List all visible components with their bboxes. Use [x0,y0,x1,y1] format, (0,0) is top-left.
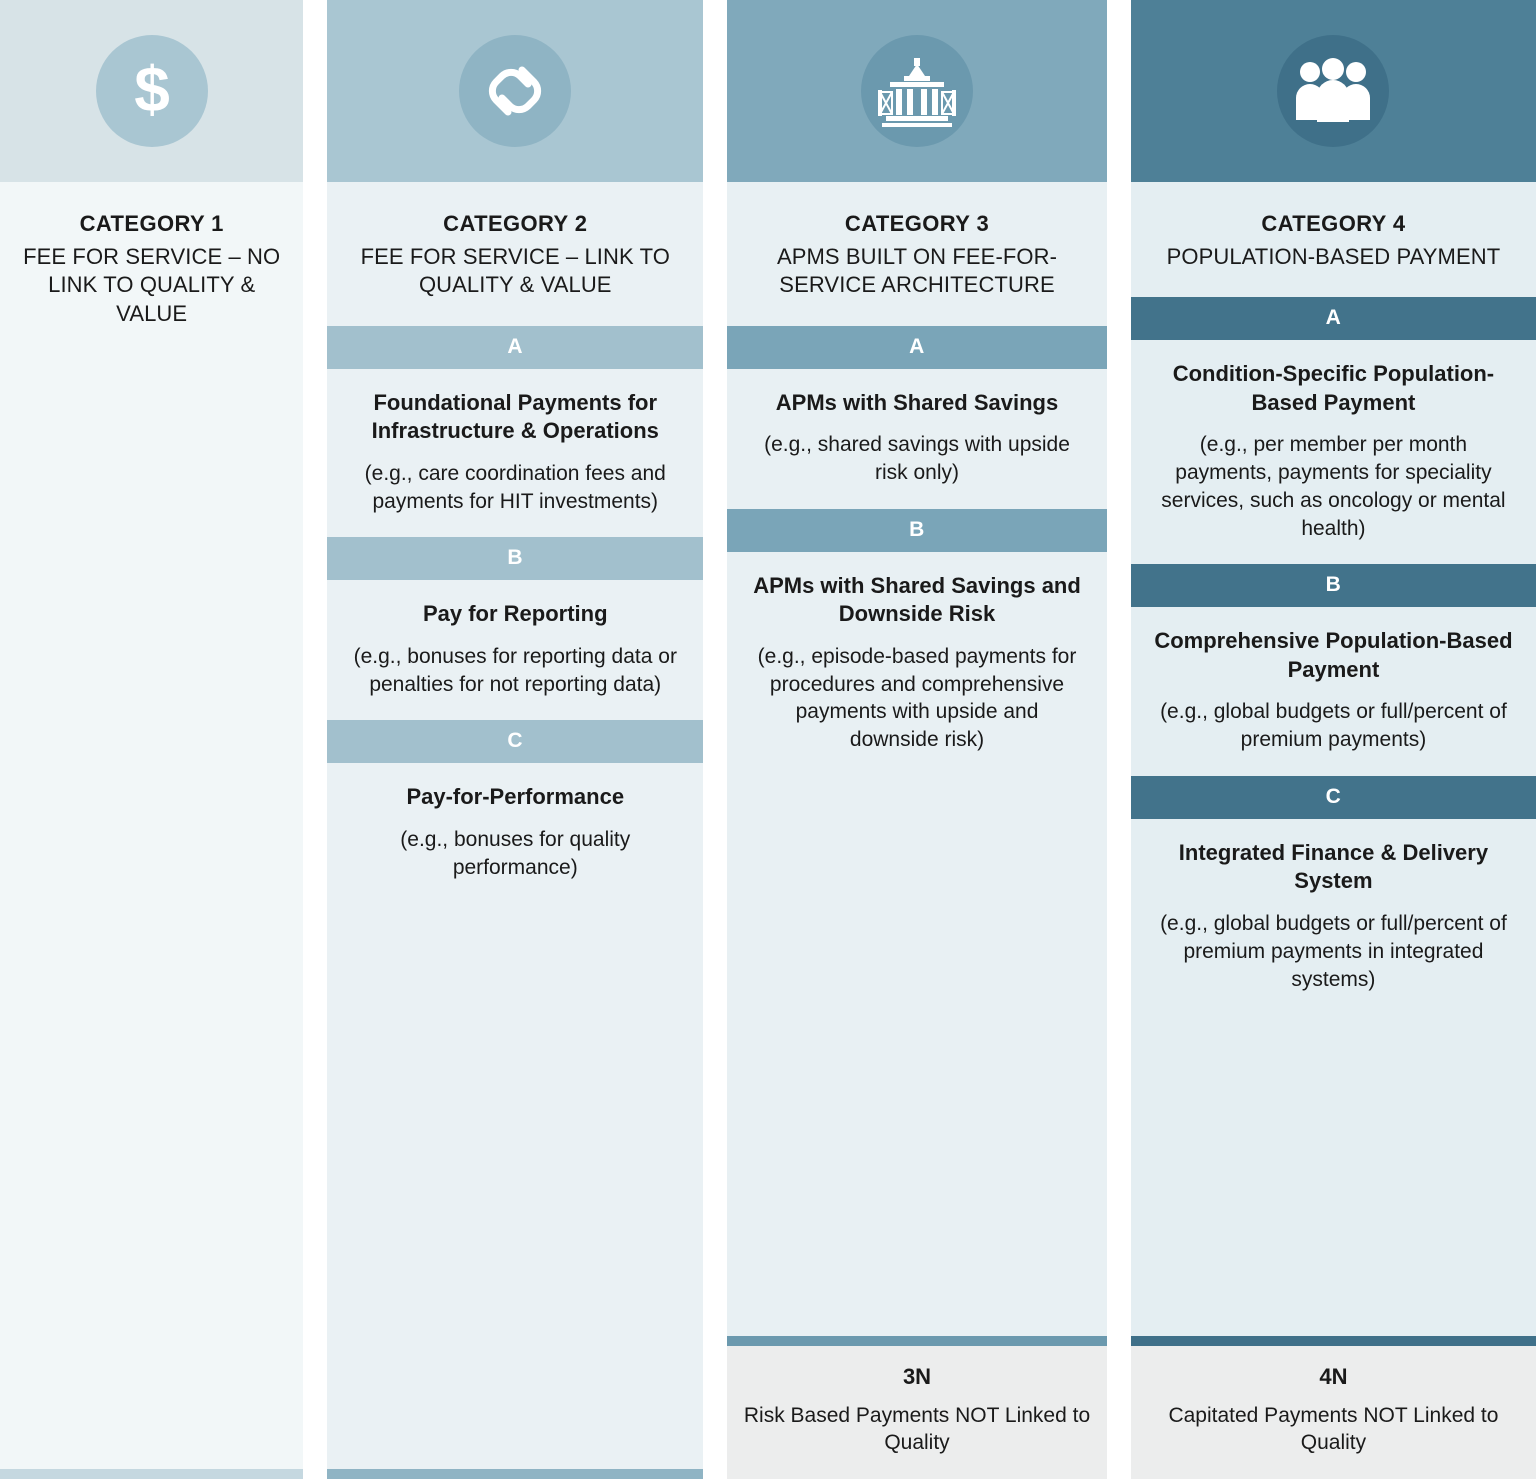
category-4-bottom-rule [1131,1336,1536,1346]
category-2-sub-a-letter: A [327,326,703,369]
category-column-3 [727,0,1107,1479]
category-4-sub-a-letter: A [1131,297,1536,340]
category-4-sub-c [1131,819,1536,1015]
category-2-sub-b-example: (e.g., bonuses for reporting data or penalties for not reporting data) [353,645,677,696]
category-2-sub-a-heading: Foundational Payments for Infrastructure & Operations [371,389,659,444]
category-2-sub-b-letter: B [327,537,703,580]
category-2-sub-c-example: (e.g., bonuses for quality performance) [400,828,631,879]
people-group-icon [1277,35,1389,147]
category-1-body [0,354,303,1469]
category-2-title: CATEGORY 2 [443,211,588,236]
category-3-sub-a-letter: A [727,326,1107,369]
category-2-subtitle: FEE FOR SERVICE – LINK TO QUALITY & VALUE [360,243,670,298]
category-4-sub-a-heading: Condition-Specific Population-Based Payment [1172,361,1495,415]
category-4-sub-b [1131,607,1536,776]
category-4-filler [1131,1015,1536,1335]
category-2-sub-a [327,369,703,538]
chain-link-icon [459,35,571,147]
category-4-title: CATEGORY 4 [1261,211,1406,236]
category-3-filler [727,776,1107,1336]
category-3-sub-a-example: (e.g., shared savings with upside risk only) [764,433,1070,485]
category-2-sub-a-example: (e.g., care coordination fees and payments for HIT investments) [364,461,666,513]
category-1-bottom-rule [0,1469,303,1479]
category-4-sub-c-example: (e.g., global budgets or full/percent of premium payments in integrated systems) [1160,912,1507,991]
category-4-sub-a [1131,340,1536,564]
category-4-footnote [1131,1346,1536,1479]
category-2-bottom-rule [327,1469,703,1479]
svg-text:$: $ [133,55,170,125]
category-3-footnote [727,1346,1107,1479]
category-2-sub-b-heading: Pay for Reporting [422,601,608,627]
category-4-sub-c-heading: Integrated Finance & Delivery System [1178,839,1489,894]
category-2-sub-c-letter: C [327,720,703,763]
category-4-sub-a-example: (e.g., per member per month payments, payments for speciality services, such as oncology or mental health) [1161,433,1506,540]
category-3-sub-b-letter: B [727,509,1107,552]
dollar-sign-icon [96,35,208,147]
category-3-sub-b-example: (e.g., episode-based payments for procedures and comprehensive payments with upside and downside risk) [757,645,1077,752]
category-1-title: CATEGORY 1 [79,211,224,236]
category-4-footnote-text: Capitated Payments NOT Linked to Quality [1168,1403,1499,1455]
category-2-icon-band [327,0,703,182]
category-3-bottom-rule [727,1336,1107,1346]
category-3-header [727,182,1107,326]
category-3-icon-band [727,0,1107,182]
category-3-sub-b-heading: APMs with Shared Savings and Downside Risk [753,572,1081,627]
category-2-filler [327,903,703,1469]
category-column-4 [1131,0,1536,1479]
category-3-footnote-text: Risk Based Payments NOT Linked to Quality [743,1403,1091,1455]
category-3-footnote-label: 3N [902,1363,932,1389]
category-1-header [0,182,303,354]
category-2-sub-b [327,580,703,720]
category-3-sub-b [727,552,1107,776]
category-3-subtitle: APMS BUILT ON FEE-FOR-SERVICE ARCHITECTURE [776,243,1058,298]
category-2-sub-c-heading: Pay-for-Performance [406,784,625,810]
category-1-icon-band [0,0,303,182]
category-4-icon-band [1131,0,1536,182]
category-3-sub-a-heading: APMs with Shared Savings [775,389,1059,415]
government-building-icon [861,35,973,147]
category-2-header [327,182,703,326]
category-4-header [1131,182,1536,297]
category-1-subtitle: FEE FOR SERVICE – NO LINK TO QUALITY & VALUE [23,243,281,326]
category-4-sub-b-letter: B [1131,564,1536,607]
category-2-sub-c [327,763,703,903]
category-column-2 [327,0,703,1479]
category-4-footnote-label: 4N [1319,1363,1348,1389]
category-3-sub-a [727,369,1107,509]
category-4-sub-b-heading: Comprehensive Population-Based Payment [1154,628,1513,682]
category-4-sub-b-example: (e.g., global budgets or full/percent of premium payments) [1160,700,1507,752]
category-4-sub-c-letter: C [1131,776,1536,819]
category-column-1 [0,0,303,1479]
category-4-subtitle: POPULATION-BASED PAYMENT [1166,243,1501,269]
category-3-title: CATEGORY 3 [844,211,990,236]
